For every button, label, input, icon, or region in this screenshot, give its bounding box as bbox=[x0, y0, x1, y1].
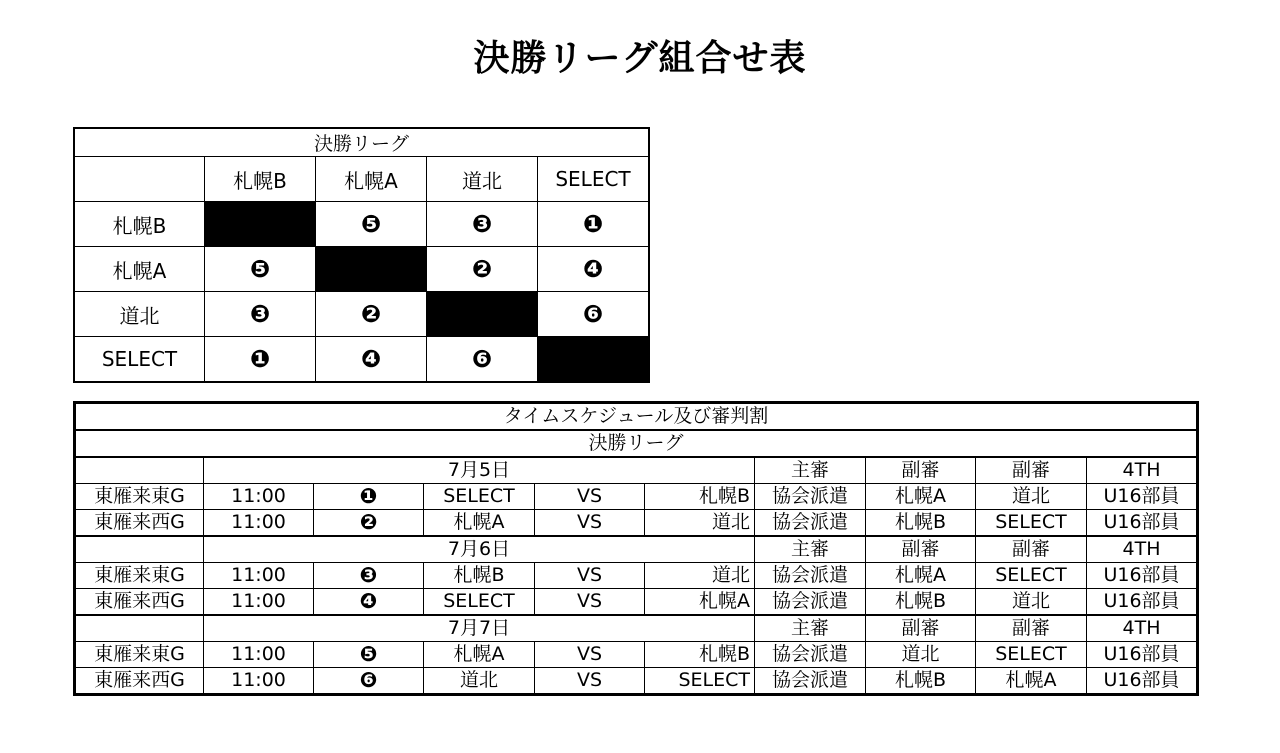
home-team-cell: 札幌A bbox=[424, 510, 535, 537]
venue-cell: 東雁来東G bbox=[75, 484, 204, 510]
match-row bbox=[75, 510, 1198, 537]
home-team-cell: 札幌B bbox=[424, 563, 535, 589]
league-row bbox=[74, 247, 649, 292]
role-header: 副審 bbox=[866, 457, 976, 484]
role-header: 主審 bbox=[755, 536, 866, 563]
referee-cell: 協会派遣 bbox=[755, 668, 866, 695]
league-col-header: SELECT bbox=[538, 157, 650, 202]
match-number-cell: ❷ bbox=[427, 247, 538, 292]
away-team-cell: 札幌A bbox=[645, 589, 755, 616]
league-row-header: 道北 bbox=[74, 292, 205, 337]
match-number-cell: ❷ bbox=[314, 510, 424, 537]
day-header-row bbox=[75, 615, 1198, 642]
match-number-cell: ❹ bbox=[314, 589, 424, 616]
match-row bbox=[75, 642, 1198, 668]
fourth-official-cell: U16部員 bbox=[1087, 668, 1198, 695]
match-number-cell: ❶ bbox=[538, 202, 650, 247]
home-team-cell: SELECT bbox=[424, 589, 535, 616]
schedule-title-row bbox=[75, 403, 1198, 431]
role-header: 主審 bbox=[755, 457, 866, 484]
match-number-cell: ❻ bbox=[427, 337, 538, 383]
vs-cell: VS bbox=[535, 589, 645, 616]
league-matrix bbox=[73, 127, 650, 383]
league-col-header: 札幌B bbox=[205, 157, 316, 202]
match-number-cell: ❺ bbox=[316, 202, 427, 247]
assistant-referee-cell: SELECT bbox=[976, 642, 1087, 668]
schedule-subtitle: 決勝リーグ bbox=[75, 430, 1198, 457]
home-team-cell: 道北 bbox=[424, 668, 535, 695]
match-row bbox=[75, 668, 1198, 695]
time-cell: 11:00 bbox=[204, 642, 314, 668]
league-row-header: 札幌A bbox=[74, 247, 205, 292]
vs-cell: VS bbox=[535, 642, 645, 668]
venue-cell: 東雁来西G bbox=[75, 668, 204, 695]
league-col-header: 札幌A bbox=[316, 157, 427, 202]
time-cell: 11:00 bbox=[204, 563, 314, 589]
league-self-cell bbox=[316, 247, 427, 292]
assistant-referee-cell: 札幌B bbox=[866, 510, 976, 537]
fourth-official-cell: U16部員 bbox=[1087, 484, 1198, 510]
time-cell: 11:00 bbox=[204, 510, 314, 537]
away-team-cell: 道北 bbox=[645, 563, 755, 589]
vs-cell: VS bbox=[535, 563, 645, 589]
match-number-cell: ❶ bbox=[205, 337, 316, 383]
league-row bbox=[74, 292, 649, 337]
venue-cell: 東雁来西G bbox=[75, 589, 204, 616]
referee-cell: 協会派遣 bbox=[755, 563, 866, 589]
day-header-blank bbox=[75, 615, 204, 642]
match-row bbox=[75, 589, 1198, 616]
venue-cell: 東雁来東G bbox=[75, 642, 204, 668]
vs-cell: VS bbox=[535, 668, 645, 695]
league-col-header: 道北 bbox=[427, 157, 538, 202]
role-header: 副審 bbox=[866, 615, 976, 642]
assistant-referee-cell: 道北 bbox=[976, 484, 1087, 510]
role-header: 副審 bbox=[976, 536, 1087, 563]
vs-cell: VS bbox=[535, 510, 645, 537]
away-team-cell: 札幌B bbox=[645, 642, 755, 668]
referee-cell: 協会派遣 bbox=[755, 510, 866, 537]
fourth-official-cell: U16部員 bbox=[1087, 510, 1198, 537]
role-header: 副審 bbox=[866, 536, 976, 563]
match-number-cell: ❸ bbox=[314, 563, 424, 589]
schedule-subtitle-row bbox=[75, 430, 1198, 457]
match-number-cell: ❶ bbox=[314, 484, 424, 510]
assistant-referee-cell: 札幌A bbox=[866, 563, 976, 589]
day-header-blank bbox=[75, 536, 204, 563]
match-number-cell: ❷ bbox=[316, 292, 427, 337]
league-corner-cell bbox=[74, 157, 205, 202]
match-number-cell: ❺ bbox=[314, 642, 424, 668]
role-header: 主審 bbox=[755, 615, 866, 642]
match-number-cell: ❹ bbox=[538, 247, 650, 292]
assistant-referee-cell: 札幌A bbox=[866, 484, 976, 510]
time-cell: 11:00 bbox=[204, 668, 314, 695]
away-team-cell: 道北 bbox=[645, 510, 755, 537]
time-cell: 11:00 bbox=[204, 589, 314, 616]
role-header: 4TH bbox=[1087, 457, 1198, 484]
match-row bbox=[75, 563, 1198, 589]
referee-cell: 協会派遣 bbox=[755, 589, 866, 616]
assistant-referee-cell: 道北 bbox=[866, 642, 976, 668]
league-self-cell bbox=[205, 202, 316, 247]
role-header: 4TH bbox=[1087, 615, 1198, 642]
league-row bbox=[74, 337, 649, 383]
match-row bbox=[75, 484, 1198, 510]
page-title: 決勝リーグ組合せ表 bbox=[473, 38, 807, 79]
home-team-cell: 札幌A bbox=[424, 642, 535, 668]
league-row-header: 札幌B bbox=[74, 202, 205, 247]
home-team-cell: SELECT bbox=[424, 484, 535, 510]
assistant-referee-cell: SELECT bbox=[976, 563, 1087, 589]
fourth-official-cell: U16部員 bbox=[1087, 589, 1198, 616]
assistant-referee-cell: 札幌B bbox=[866, 668, 976, 695]
day-date: 7月6日 bbox=[204, 536, 755, 563]
away-team-cell: SELECT bbox=[645, 668, 755, 695]
match-number-cell: ❸ bbox=[205, 292, 316, 337]
match-number-cell: ❺ bbox=[205, 247, 316, 292]
match-number-cell: ❹ bbox=[316, 337, 427, 383]
league-self-cell bbox=[538, 337, 650, 383]
league-caption-row bbox=[74, 128, 649, 157]
day-date: 7月7日 bbox=[204, 615, 755, 642]
day-header-blank bbox=[75, 457, 204, 484]
schedule-title: タイムスケジュール及び審判割 bbox=[75, 403, 1198, 431]
assistant-referee-cell: 道北 bbox=[976, 589, 1087, 616]
vs-cell: VS bbox=[535, 484, 645, 510]
referee-cell: 協会派遣 bbox=[755, 642, 866, 668]
match-number-cell: ❻ bbox=[314, 668, 424, 695]
assistant-referee-cell: SELECT bbox=[976, 510, 1087, 537]
fourth-official-cell: U16部員 bbox=[1087, 563, 1198, 589]
role-header: 副審 bbox=[976, 615, 1087, 642]
fourth-official-cell: U16部員 bbox=[1087, 642, 1198, 668]
venue-cell: 東雁来東G bbox=[75, 563, 204, 589]
league-header-row bbox=[74, 157, 649, 202]
day-header-row bbox=[75, 536, 1198, 563]
time-cell: 11:00 bbox=[204, 484, 314, 510]
schedule-table bbox=[73, 401, 1199, 696]
role-header: 副審 bbox=[976, 457, 1087, 484]
league-caption: 決勝リーグ bbox=[74, 128, 649, 157]
league-row bbox=[74, 202, 649, 247]
away-team-cell: 札幌B bbox=[645, 484, 755, 510]
match-number-cell: ❻ bbox=[538, 292, 650, 337]
league-self-cell bbox=[427, 292, 538, 337]
day-header-row bbox=[75, 457, 1198, 484]
league-row-header: SELECT bbox=[74, 337, 205, 383]
day-date: 7月5日 bbox=[204, 457, 755, 484]
match-number-cell: ❸ bbox=[427, 202, 538, 247]
referee-cell: 協会派遣 bbox=[755, 484, 866, 510]
schedule-body bbox=[75, 457, 1198, 695]
assistant-referee-cell: 札幌B bbox=[866, 589, 976, 616]
role-header: 4TH bbox=[1087, 536, 1198, 563]
assistant-referee-cell: 札幌A bbox=[976, 668, 1087, 695]
venue-cell: 東雁来西G bbox=[75, 510, 204, 537]
